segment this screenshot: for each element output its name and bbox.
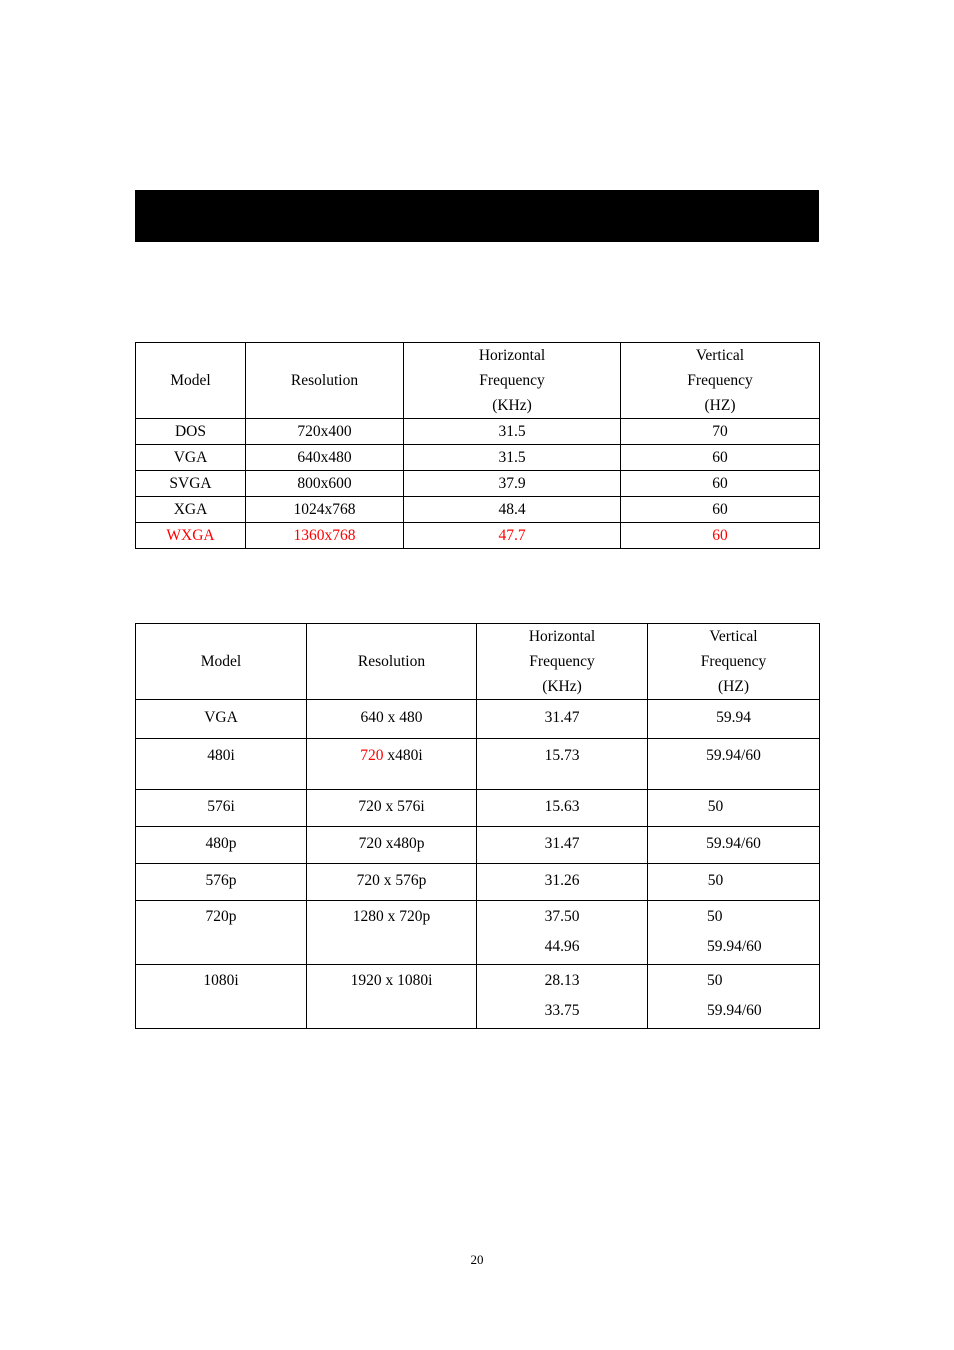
cell-hfreq: 37.50 44.96	[477, 901, 648, 965]
table-row	[136, 827, 820, 864]
cell-vfreq: 70	[621, 419, 820, 445]
cell-hfreq: 15.73	[477, 739, 648, 790]
table-row-highlighted	[136, 523, 820, 549]
table-row	[136, 445, 820, 471]
cell-model: VGA	[136, 445, 246, 471]
table-row	[136, 497, 820, 523]
header-model: Model	[136, 343, 246, 419]
cell-resolution: 720 x480p	[307, 827, 477, 864]
cell-resolution: 720x400	[246, 419, 404, 445]
header-vfreq: Vertical Frequency (HZ)	[621, 343, 820, 419]
cell-vfreq: 50 59.94/60	[648, 901, 820, 965]
section-header-bar	[135, 190, 819, 242]
resolution-rest: x480i	[383, 747, 423, 764]
cell-hfreq: 37.9	[404, 471, 621, 497]
cell-model: 720p	[136, 901, 307, 965]
cell-model: 480p	[136, 827, 307, 864]
table-row	[136, 965, 820, 1029]
cell-vfreq: 60	[621, 445, 820, 471]
cell-vfreq: 59.94	[648, 700, 820, 739]
cell-resolution: 1360x768	[246, 523, 404, 549]
cell-vfreq: 60	[621, 497, 820, 523]
cell-resolution: 720 x 576p	[307, 864, 477, 901]
cell-vfreq: 50	[648, 864, 820, 901]
header-model: Model	[136, 624, 307, 700]
table-row	[136, 739, 820, 790]
page-number: 20	[470, 1252, 484, 1267]
cell-vfreq: 59.94/60	[648, 739, 820, 790]
cell-hfreq: 31.5	[404, 419, 621, 445]
table-header-row	[136, 624, 820, 700]
header-resolution: Resolution	[246, 343, 404, 419]
pc-timing-table	[135, 342, 820, 549]
cell-model: XGA	[136, 497, 246, 523]
cell-hfreq: 28.13 33.75	[477, 965, 648, 1029]
cell-model: SVGA	[136, 471, 246, 497]
cell-vfreq: 60	[621, 523, 820, 549]
cell-hfreq: 31.5	[404, 445, 621, 471]
cell-resolution: 720 x 576i	[307, 790, 477, 827]
cell-hfreq: 15.63	[477, 790, 648, 827]
cell-vfreq: 50 59.94/60	[648, 965, 820, 1029]
header-vfreq: Vertical Frequency (HZ)	[648, 624, 820, 700]
header-hfreq: Horizontal Frequency (KHz)	[477, 624, 648, 700]
cell-vfreq: 59.94/60	[648, 827, 820, 864]
video-timing-table	[135, 623, 820, 1029]
cell-model: 480i	[136, 739, 307, 790]
cell-hfreq: 31.26	[477, 864, 648, 901]
table-row	[136, 864, 820, 901]
cell-resolution	[307, 739, 477, 790]
cell-model: 1080i	[136, 965, 307, 1029]
cell-model: VGA	[136, 700, 307, 739]
table-row	[136, 419, 820, 445]
header-hfreq: Horizontal Frequency (KHz)	[404, 343, 621, 419]
cell-hfreq: 48.4	[404, 497, 621, 523]
cell-resolution: 640 x 480	[307, 700, 477, 739]
table-row	[136, 700, 820, 739]
resolution-highlight: 720	[360, 747, 384, 764]
table-row	[136, 901, 820, 965]
cell-vfreq: 60	[621, 471, 820, 497]
cell-model: DOS	[136, 419, 246, 445]
table-row	[136, 790, 820, 827]
cell-resolution: 1280 x 720p	[307, 901, 477, 965]
cell-resolution: 1920 x 1080i	[307, 965, 477, 1029]
cell-model: WXGA	[136, 523, 246, 549]
cell-model: 576p	[136, 864, 307, 901]
cell-model: 576i	[136, 790, 307, 827]
cell-resolution: 800x600	[246, 471, 404, 497]
table-header-row	[136, 343, 820, 419]
cell-hfreq: 31.47	[477, 700, 648, 739]
header-resolution: Resolution	[307, 624, 477, 700]
cell-resolution: 640x480	[246, 445, 404, 471]
cell-vfreq: 50	[648, 790, 820, 827]
cell-hfreq: 47.7	[404, 523, 621, 549]
table-row	[136, 471, 820, 497]
cell-hfreq: 31.47	[477, 827, 648, 864]
cell-resolution: 1024x768	[246, 497, 404, 523]
